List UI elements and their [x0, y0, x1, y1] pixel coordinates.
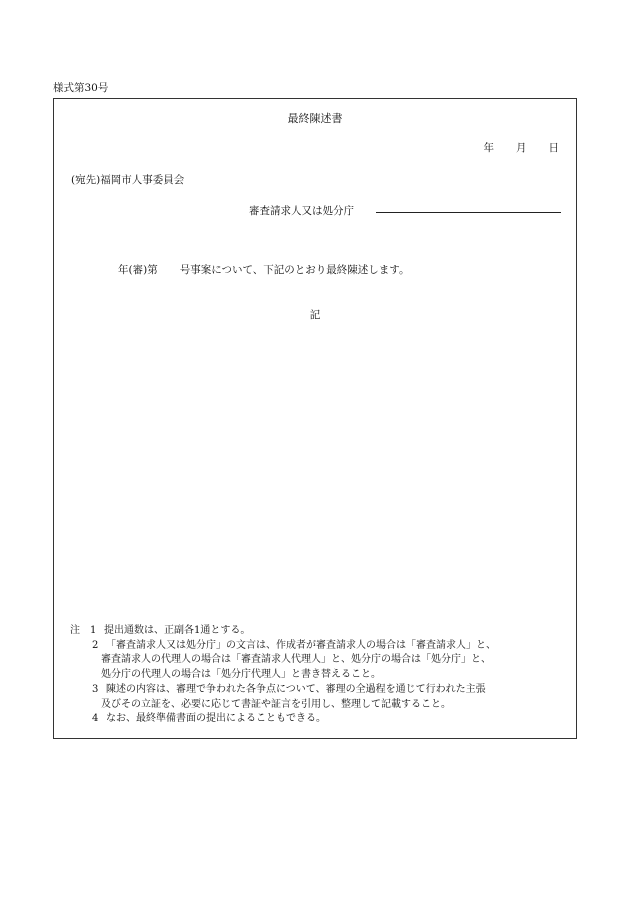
form-frame — [53, 98, 577, 739]
petitioner-label: 審査請求人又は処分庁 — [249, 205, 354, 217]
note-number: 1 — [90, 625, 97, 636]
note-item-4 — [70, 712, 570, 727]
note-continuation: 処分庁の代理人の場合は「処分庁代理人」と書き替えること。 — [101, 669, 381, 681]
date-day: 日 — [548, 142, 559, 154]
note-continuation: 審査請求人の代理人の場合は「審査請求人代理人」と、処分庁の場合は「処分庁」と、 — [101, 654, 491, 666]
note-number: 4 — [92, 713, 99, 725]
statement-suffix: 号事案について、下記のとおり最終陳述します。 — [179, 264, 410, 276]
ki-heading: 記 — [309, 309, 321, 321]
notes-section — [70, 624, 570, 727]
form-number: 様式第30号 — [53, 82, 109, 94]
date-month: 月 — [516, 142, 527, 154]
note-text: 「審査請求人又は処分庁」の文言は、作成者が審査請求人の場合は「審査請求人」と、 — [106, 639, 496, 651]
note-number: 2 — [92, 639, 99, 651]
petitioner-signature-line[interactable] — [376, 212, 561, 213]
note-text: なお、最終準備書面の提出によることもできる。 — [106, 713, 326, 725]
note-number: 3 — [92, 683, 99, 695]
note-continuation: 及びその立証を、必要に応じて書証や証言を引用し、整理して記載すること。 — [101, 698, 451, 710]
note-item-1 — [70, 624, 570, 639]
document-title: 最終陳述書 — [287, 112, 343, 125]
statement-prefix: 年(審)第 — [118, 264, 158, 276]
notes-label: 注 — [70, 625, 80, 636]
date-year: 年 — [483, 142, 494, 154]
note-item-2 — [70, 639, 570, 654]
note-item-3 — [70, 683, 570, 698]
addressee: (宛先)福岡市人事委員会 — [71, 174, 185, 186]
date-line — [484, 140, 560, 155]
note-text: 陳述の内容は、審理で争われた各争点について、審理の全過程を通じて行われた主張 — [106, 683, 486, 695]
statement-line — [118, 262, 409, 277]
note-text: 提出通数は、正副各1通とする。 — [104, 625, 251, 636]
